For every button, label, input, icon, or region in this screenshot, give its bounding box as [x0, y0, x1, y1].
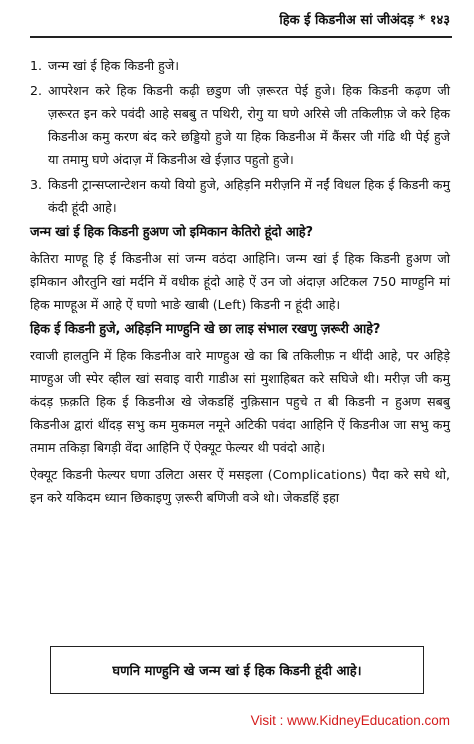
list-text: आपरेशन करे हिक किडनी कढ़ी छडुण जी ज़रूरत पेई हुजे। हिक किडनी कढ़ण जी ज़रूरत इन करे पवंदी आहे सबबु त पथिरी, रोगु या घणे अरिसे जी तकिलीफ़ जे करे हिक किडनीअ कमु करण बंद करे छड्डियो हुजे या हिक किडनीअ में कैंसर जी गंढि थी पेई हुजे या तमामु घणे अंदाज़ में किडनीअ खे ईज़ाउ पहुतो हुजे।	[48, 83, 450, 167]
list-item	[30, 79, 450, 171]
section-heading: हिक ई किडनी हुजे, अहिड़नि माण्हुनि खे छा लाइ संभाल रखणु ज़रूरी आहे?	[30, 322, 381, 337]
section-heading: जन्म खां ई हिक किडनी हुअण जो इमिकान केतिरो हूंदो आहे?	[30, 225, 313, 240]
running-head: हिक ई किडनीअ सां जीअंदड़ * १४३	[279, 13, 450, 28]
list-number: 3.	[30, 177, 43, 192]
paragraph: रवाजी हालतुनि में हिक किडनीअ वारे माण्हुअ खे का बि तकिलीफ़ न थींदी आहे, पर अहिड़े माण्हुअ जी स्पेर व्हील खां सवाइ वारी गाडीअ सां मुशाहिबत करे सघिजे थी। मरीज़ जी कमु कंदड़ फ़क़ति हिक ई किडनीअ खे जेकडहिं नुक़िसान पहुचे त बी किडनी न हुअण सबबु किडनीअ द्वारां थींदड़ सभु कम मुकमल नमूने अटिकी पवंदा आहिनि ऐं किडनीअ जा सभु कमु तमाम तकिड़ा बिगड़ी वेंदा आहिनि ऐं ऐक्यूट फेल्यर थी पवंदो आहे।	[30, 348, 450, 455]
paragraph: केतिरा माण्हू हि ई किडनीअ सां जन्म वठंदा आहिनि। जन्म खां ई हिक किडनी हुअण जो इमिकान औरतुनि खां मर्दनि में वधीक हूंदो आहे ऐं उन जो अंदाज़ अटिकल 750 माण्हुनि मां हिक माण्हूअ में आहे ऐं घणो भाङे खाबी (Left) किडनी न हूंदी आहे।	[30, 251, 450, 312]
paragraph: ऐक्यूट किडनी फेल्यर घणा उलिटा असर ऐं मसइला (Complications) पैदा करे सघे थो, इन करे यकिदम ध्यान छिकाइणु ज़रूरी बणिजी वञे थो। जेकडहिं इहा	[30, 467, 450, 505]
list-item	[30, 54, 450, 77]
list-item	[30, 173, 450, 219]
footer-website: Visit : www.KidneyEducation.com	[250, 713, 450, 728]
list-text: जन्म खां ई हिक किडनी हुजे।	[48, 58, 179, 73]
list-number: 1.	[30, 58, 43, 73]
header-rule	[30, 36, 452, 38]
page-body	[30, 54, 450, 509]
list-text: किडनी ट्रान्सप्लान्टेशन कयो वियो हुजे, अहिड़नि मरीज़नि में नईं विधल हिक ई किडनी कमु कंदी हूंदी आहे।	[48, 177, 450, 215]
list-number: 2.	[30, 83, 43, 98]
callout-box: घणनि माण्हुनि खे जन्म खां ई हिक किडनी हूंदी आहे।	[50, 646, 424, 694]
